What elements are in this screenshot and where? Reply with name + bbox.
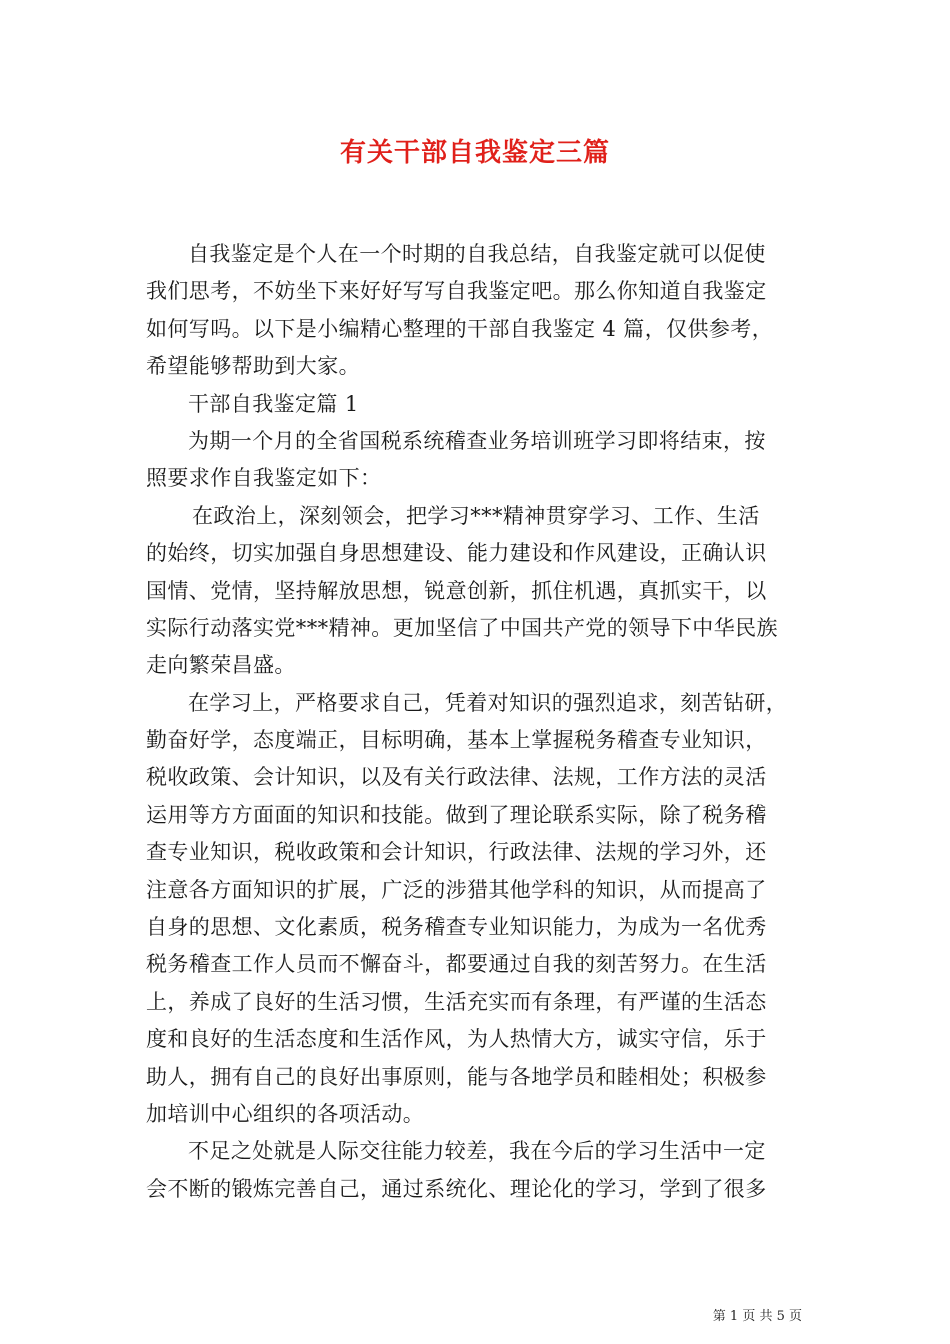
paragraph-line: 会不断的锻炼完善自己，通过系统化、理论化的学习，学到了很多 — [146, 1176, 767, 1201]
paragraph-line: 查专业知识，税收政策和会计知识，行政法律、法规的学习外，还 — [146, 840, 767, 865]
paragraph-line: 自我鉴定是个人在一个时期的自我总结，自我鉴定就可以促使 — [188, 242, 766, 266]
paragraph-line: 上，养成了良好的生活习惯，生活充实而有条理，有严谨的生活态 — [146, 989, 767, 1014]
paragraph-line: 在政治上，深刻领会，把学习***精神贯穿学习、工作、生活 — [192, 503, 760, 528]
section-heading: 干部自我鉴定篇 1 — [188, 391, 359, 416]
paragraph-line: 的始终，切实加强自身思想建设、能力建设和作风建设，正确认识 — [146, 541, 767, 566]
document-title: 有关干部自我鉴定三篇 — [339, 138, 610, 168]
paragraph-line: 如何写吗。以下是小编精心整理的干部自我鉴定 4 篇，仅供参考， — [146, 316, 774, 341]
paragraph-line: 为期一个月的全省国税系统稽查业务培训班学习即将结束，按 — [188, 428, 766, 453]
paragraph-line: 走向繁荣昌盛。 — [146, 653, 296, 678]
paragraph-line: 税收政策、会计知识，以及有关行政法律、法规，工作方法的灵活 — [146, 765, 767, 790]
page-number-footer: 第 1 页 共 5 页 — [712, 1309, 802, 1324]
paragraph-line: 国情、党情，坚持解放思想，锐意创新，抓住机遇，真抓实干，以 — [146, 578, 767, 603]
paragraph-line: 助人，拥有自己的良好出事原则，能与各地学员和睦相处；积极参 — [146, 1064, 767, 1089]
paragraph-line: 照要求作自我鉴定如下： — [146, 466, 382, 491]
paragraph-line: 自身的思想、文化素质，税务稽查专业知识能力，为成为一名优秀 — [146, 915, 767, 940]
paragraph-line: 勤奋好学，态度端正，目标明确，基本上掌握税务稽查专业知识， — [146, 728, 767, 753]
paragraph-line: 度和良好的生活态度和生活作风，为人热情大方，诚实守信，乐于 — [146, 1027, 767, 1052]
paragraph-line: 加培训中心组织的各项活动。 — [146, 1101, 425, 1126]
paragraph-line: 在学习上，严格要求自己，凭着对知识的强烈追求，刻苦钻研， — [188, 690, 788, 715]
paragraph-line: 不足之处就是人际交往能力较差，我在今后的学习生活中一定 — [188, 1139, 766, 1164]
document-body — [146, 236, 814, 1208]
paragraph-line: 我们思考，不妨坐下来好好写写自我鉴定吧。那么你知道自我鉴定 — [146, 279, 767, 304]
paragraph-line: 运用等方方面面的知识和技能。做到了理论联系实际，除了税务稽 — [146, 802, 767, 827]
paragraph-line: 实际行动落实党***精神。更加坚信了中国共产党的领导下中华民族 — [146, 615, 778, 640]
paragraph-line: 注意各方面知识的扩展，广泛的涉猎其他学科的知识，从而提高了 — [146, 877, 767, 902]
paragraph-line: 希望能够帮助到大家。 — [146, 354, 360, 379]
paragraph-line: 税务稽查工作人员而不懈奋斗，都要通过自我的刻苦努力。在生活 — [146, 952, 767, 977]
